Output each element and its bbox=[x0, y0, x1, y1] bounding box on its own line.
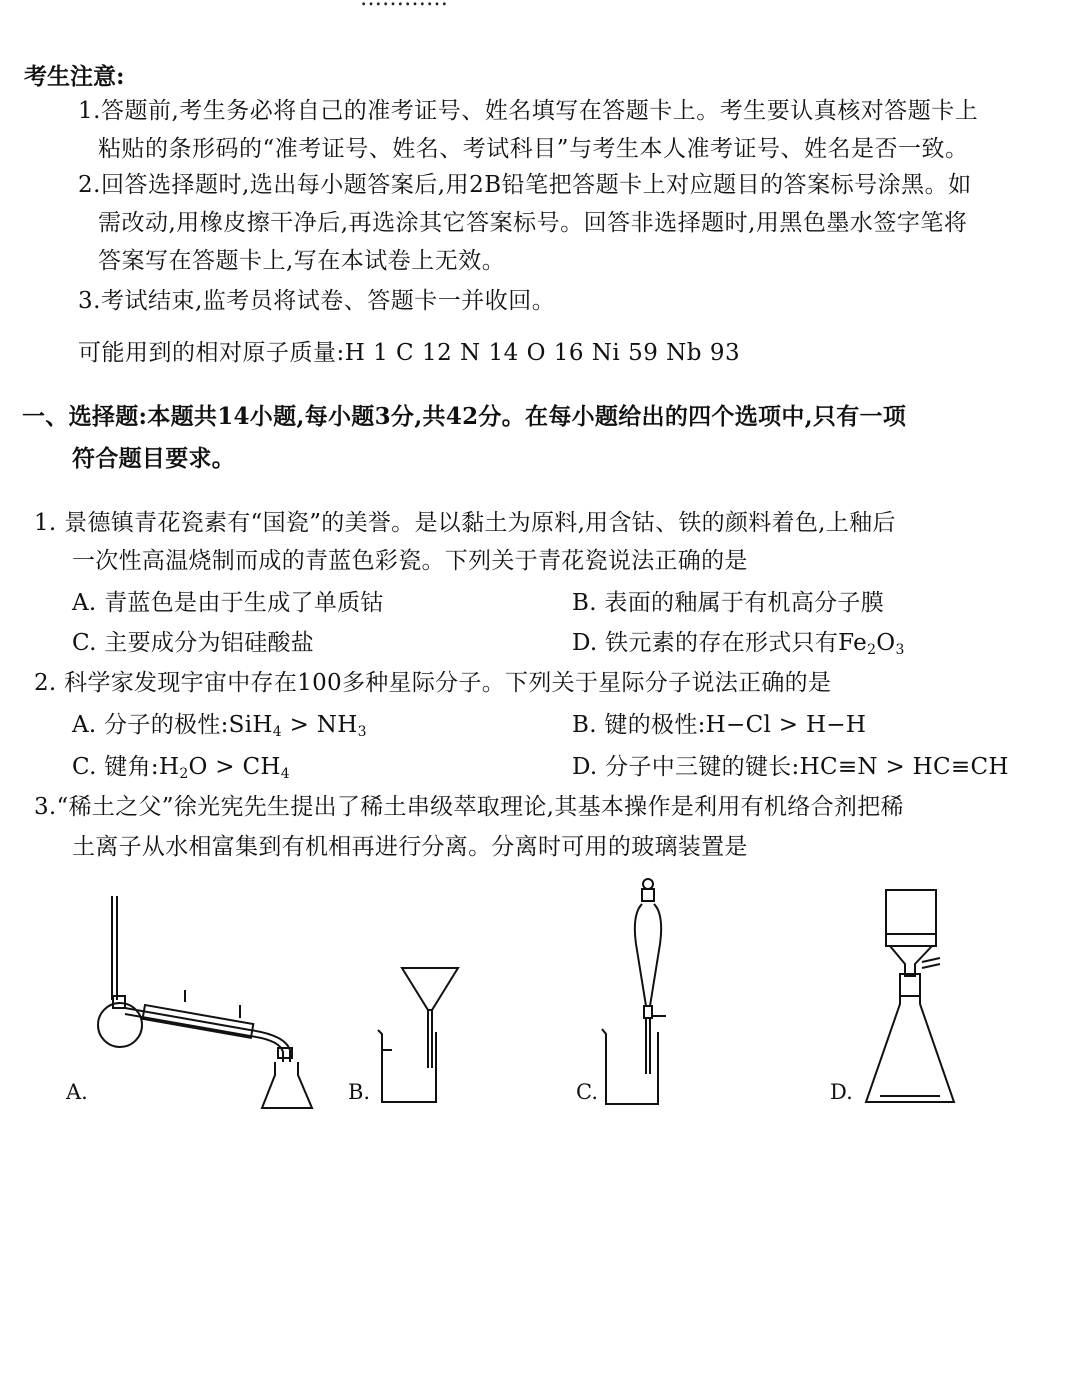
notice-line-6: 3.考试结束,监考员将试卷、答题卡一并收回。 bbox=[78, 288, 556, 314]
atomic-masses: 可能用到的相对原子质量:H 1 C 12 N 14 O 16 Ni 59 Nb 93 bbox=[78, 340, 741, 366]
q2-stem: 2. 科学家发现宇宙中存在100多种星际分子。下列关于星际分子说法正确的是 bbox=[34, 670, 832, 696]
q1-option-c: C. 主要成分为铝硅酸盐 bbox=[72, 630, 315, 656]
notice-line-1: 1.答题前,考生务必将自己的准考证号、姓名填写在答题卡上。考生要认真核对答题卡上 bbox=[78, 98, 979, 124]
notice-line-2: 粘贴的条形码的“准考证号、姓名、考试科目”与考生本人准考证号、姓名是否一致。 bbox=[98, 136, 969, 162]
q3-option-d-label: D. bbox=[830, 1080, 853, 1104]
separatory-funnel-icon bbox=[596, 874, 696, 1114]
q2-option-c: C. 键角$:H_2O > CH_4$ bbox=[72, 754, 290, 782]
q1-option-d: D. 铁元素的存在形式只有$Fe_2O_3$ bbox=[572, 630, 905, 658]
distillation-apparatus-icon bbox=[90, 890, 320, 1120]
q3-option-a-label: A. bbox=[66, 1080, 88, 1104]
notice-line-3: 2.回答选择题时,选出每小题答案后,用2B铅笔把答题卡上对应题目的答案标号涂黑。如 bbox=[78, 172, 972, 198]
section-heading-line2: 符合题目要求。 bbox=[72, 445, 236, 472]
notice-title: 考生注意: bbox=[24, 63, 125, 90]
q1-option-a: A. 青蓝色是由于生成了单质钴 bbox=[72, 590, 384, 616]
q2-option-a: A. 分子的极性:SiH$_4$ > $NH_3$ bbox=[72, 712, 367, 740]
section-heading: 一、选择题:本题共14小题,每小题3分,共42分。在每小题给出的四个选项中,只有一项 bbox=[22, 403, 907, 430]
q1-stem-line2: 一次性高温烧制而成的青蓝色彩瓷。下列关于青花瓷说法正确的是 bbox=[72, 548, 748, 574]
suction-filtration-icon bbox=[860, 884, 970, 1114]
q1-option-b: B. 表面的釉属于有机高分子膜 bbox=[572, 590, 885, 616]
q2-option-b: B. 键的极性:H−Cl > H−H bbox=[572, 712, 867, 738]
funnel-beaker-icon bbox=[370, 960, 470, 1110]
q3-option-b-label: B. bbox=[348, 1080, 371, 1104]
cut-off-header bbox=[360, 0, 448, 11]
q3-stem-line1: 3.“稀土之父”徐光宪先生提出了稀土串级萃取理论,其基本操作是利用有机络合剂把稀 bbox=[34, 794, 904, 820]
notice-line-5: 答案写在答题卡上,写在本试卷上无效。 bbox=[98, 248, 506, 274]
q1-stem-line1: 1. 景德镇青花瓷素有“国瓷”的美誉。是以黏土为原料,用含钴、铁的颜料着色,上釉后 bbox=[34, 510, 896, 536]
q3-option-c-label: C. bbox=[576, 1080, 598, 1104]
q3-stem-line2: 土离子从水相富集到有机相再进行分离。分离时可用的玻璃装置是 bbox=[72, 834, 748, 860]
q2-option-d: D. 分子中三键的键长:HC≡N > HC≡CH bbox=[572, 754, 1009, 780]
notice-line-4: 需改动,用橡皮擦干净后,再选涂其它答案标号。回答非选择题时,用黑色墨水签字笔将 bbox=[98, 210, 968, 236]
